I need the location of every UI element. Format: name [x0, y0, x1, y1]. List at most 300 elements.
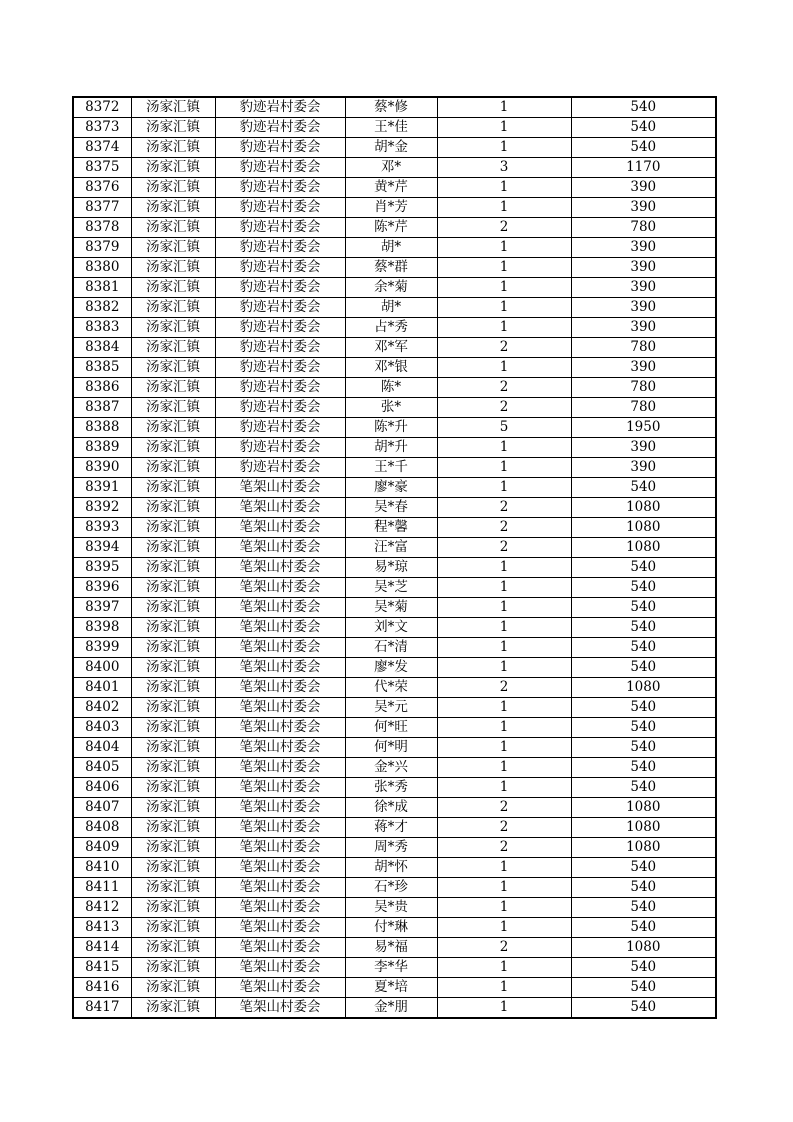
- amount-cell: 540: [571, 478, 716, 498]
- table-row: [73, 898, 716, 918]
- person-count-cell: 1: [437, 258, 571, 278]
- town-cell: 汤家汇镇: [131, 97, 215, 118]
- village-committee-cell: 笔架山村委会: [215, 958, 345, 978]
- village-committee-cell: 笔架山村委会: [215, 618, 345, 638]
- table-row: [73, 97, 716, 118]
- table-row: [73, 178, 716, 198]
- name-cell: 张*: [345, 398, 437, 418]
- serial-number-cell: 8384: [73, 338, 131, 358]
- town-cell: 汤家汇镇: [131, 138, 215, 158]
- name-cell: 吴*元: [345, 698, 437, 718]
- amount-cell: 390: [571, 358, 716, 378]
- village-committee-cell: 笔架山村委会: [215, 898, 345, 918]
- table-row: [73, 798, 716, 818]
- amount-cell: 780: [571, 338, 716, 358]
- person-count-cell: 2: [437, 518, 571, 538]
- serial-number-cell: 8386: [73, 378, 131, 398]
- amount-cell: 540: [571, 97, 716, 118]
- village-committee-cell: 豹迹岩村委会: [215, 258, 345, 278]
- village-committee-cell: 豹迹岩村委会: [215, 298, 345, 318]
- town-cell: 汤家汇镇: [131, 758, 215, 778]
- serial-number-cell: 8398: [73, 618, 131, 638]
- name-cell: 何*旺: [345, 718, 437, 738]
- town-cell: 汤家汇镇: [131, 298, 215, 318]
- name-cell: 代*荣: [345, 678, 437, 698]
- town-cell: 汤家汇镇: [131, 378, 215, 398]
- table-row: [73, 558, 716, 578]
- name-cell: 周*秀: [345, 838, 437, 858]
- town-cell: 汤家汇镇: [131, 878, 215, 898]
- name-cell: 邓*: [345, 158, 437, 178]
- person-count-cell: 1: [437, 978, 571, 998]
- serial-number-cell: 8397: [73, 598, 131, 618]
- person-count-cell: 1: [437, 758, 571, 778]
- table-row: [73, 858, 716, 878]
- name-cell: 石*清: [345, 638, 437, 658]
- town-cell: 汤家汇镇: [131, 358, 215, 378]
- amount-cell: 540: [571, 878, 716, 898]
- village-committee-cell: 笔架山村委会: [215, 998, 345, 1019]
- name-cell: 金*朋: [345, 998, 437, 1019]
- serial-number-cell: 8373: [73, 118, 131, 138]
- amount-cell: 780: [571, 398, 716, 418]
- person-count-cell: 1: [437, 778, 571, 798]
- table-row: [73, 618, 716, 638]
- amount-cell: 540: [571, 138, 716, 158]
- town-cell: 汤家汇镇: [131, 718, 215, 738]
- name-cell: 何*明: [345, 738, 437, 758]
- town-cell: 汤家汇镇: [131, 798, 215, 818]
- table-row: [73, 818, 716, 838]
- village-committee-cell: 笔架山村委会: [215, 778, 345, 798]
- person-count-cell: 2: [437, 938, 571, 958]
- serial-number-cell: 8405: [73, 758, 131, 778]
- amount-cell: 540: [571, 118, 716, 138]
- village-committee-cell: 笔架山村委会: [215, 658, 345, 678]
- village-committee-cell: 笔架山村委会: [215, 498, 345, 518]
- name-cell: 吴*芝: [345, 578, 437, 598]
- village-committee-cell: 豹迹岩村委会: [215, 338, 345, 358]
- person-count-cell: 1: [437, 458, 571, 478]
- table-row: [73, 498, 716, 518]
- table-row: [73, 718, 716, 738]
- table-row: [73, 458, 716, 478]
- serial-number-cell: 8372: [73, 97, 131, 118]
- village-committee-cell: 笔架山村委会: [215, 638, 345, 658]
- serial-number-cell: 8406: [73, 778, 131, 798]
- person-count-cell: 1: [437, 698, 571, 718]
- name-cell: 蒋*才: [345, 818, 437, 838]
- serial-number-cell: 8374: [73, 138, 131, 158]
- table-row: [73, 278, 716, 298]
- amount-cell: 1080: [571, 838, 716, 858]
- table-row: [73, 698, 716, 718]
- serial-number-cell: 8409: [73, 838, 131, 858]
- town-cell: 汤家汇镇: [131, 598, 215, 618]
- village-committee-cell: 笔架山村委会: [215, 598, 345, 618]
- person-count-cell: 5: [437, 418, 571, 438]
- person-count-cell: 1: [437, 318, 571, 338]
- name-cell: 廖*豪: [345, 478, 437, 498]
- table-row: [73, 658, 716, 678]
- name-cell: 程*馨: [345, 518, 437, 538]
- name-cell: 金*兴: [345, 758, 437, 778]
- amount-cell: 540: [571, 898, 716, 918]
- village-committee-cell: 笔架山村委会: [215, 878, 345, 898]
- person-count-cell: 2: [437, 538, 571, 558]
- table-row: [73, 878, 716, 898]
- name-cell: 肖*芳: [345, 198, 437, 218]
- table-row: [73, 778, 716, 798]
- serial-number-cell: 8391: [73, 478, 131, 498]
- village-committee-cell: 豹迹岩村委会: [215, 438, 345, 458]
- town-cell: 汤家汇镇: [131, 998, 215, 1019]
- village-committee-cell: 豹迹岩村委会: [215, 118, 345, 138]
- person-count-cell: 1: [437, 298, 571, 318]
- serial-number-cell: 8392: [73, 498, 131, 518]
- table-row: [73, 198, 716, 218]
- village-committee-cell: 笔架山村委会: [215, 538, 345, 558]
- name-cell: 汪*富: [345, 538, 437, 558]
- town-cell: 汤家汇镇: [131, 778, 215, 798]
- town-cell: 汤家汇镇: [131, 858, 215, 878]
- village-committee-cell: 豹迹岩村委会: [215, 278, 345, 298]
- person-count-cell: 1: [437, 598, 571, 618]
- person-count-cell: 1: [437, 878, 571, 898]
- amount-cell: 540: [571, 658, 716, 678]
- name-cell: 蔡*群: [345, 258, 437, 278]
- name-cell: 邓*军: [345, 338, 437, 358]
- table-row: [73, 378, 716, 398]
- table-row: [73, 978, 716, 998]
- serial-number-cell: 8389: [73, 438, 131, 458]
- town-cell: 汤家汇镇: [131, 338, 215, 358]
- village-committee-cell: 豹迹岩村委会: [215, 238, 345, 258]
- serial-number-cell: 8383: [73, 318, 131, 338]
- person-count-cell: 1: [437, 858, 571, 878]
- serial-number-cell: 8393: [73, 518, 131, 538]
- table-row: [73, 298, 716, 318]
- serial-number-cell: 8377: [73, 198, 131, 218]
- name-cell: 胡*怀: [345, 858, 437, 878]
- name-cell: 陈*升: [345, 418, 437, 438]
- village-committee-cell: 豹迹岩村委会: [215, 318, 345, 338]
- table-row: [73, 758, 716, 778]
- amount-cell: 1080: [571, 538, 716, 558]
- town-cell: 汤家汇镇: [131, 218, 215, 238]
- amount-cell: 390: [571, 318, 716, 338]
- village-committee-cell: 豹迹岩村委会: [215, 398, 345, 418]
- name-cell: 黄*芹: [345, 178, 437, 198]
- table-row: [73, 998, 716, 1019]
- person-count-cell: 2: [437, 338, 571, 358]
- town-cell: 汤家汇镇: [131, 498, 215, 518]
- person-count-cell: 1: [437, 118, 571, 138]
- amount-cell: 1950: [571, 418, 716, 438]
- town-cell: 汤家汇镇: [131, 898, 215, 918]
- table-row: [73, 538, 716, 558]
- village-committee-cell: 笔架山村委会: [215, 838, 345, 858]
- table-row: [73, 638, 716, 658]
- amount-cell: 540: [571, 718, 716, 738]
- serial-number-cell: 8402: [73, 698, 131, 718]
- beneficiary-table: [72, 96, 717, 1019]
- village-committee-cell: 豹迹岩村委会: [215, 218, 345, 238]
- name-cell: 胡*: [345, 298, 437, 318]
- name-cell: 刘*文: [345, 618, 437, 638]
- table-row: [73, 398, 716, 418]
- person-count-cell: 1: [437, 658, 571, 678]
- serial-number-cell: 8414: [73, 938, 131, 958]
- name-cell: 吴*春: [345, 498, 437, 518]
- village-committee-cell: 笔架山村委会: [215, 818, 345, 838]
- amount-cell: 780: [571, 378, 716, 398]
- name-cell: 张*秀: [345, 778, 437, 798]
- person-count-cell: 1: [437, 558, 571, 578]
- village-committee-cell: 笔架山村委会: [215, 918, 345, 938]
- town-cell: 汤家汇镇: [131, 738, 215, 758]
- name-cell: 石*珍: [345, 878, 437, 898]
- name-cell: 夏*培: [345, 978, 437, 998]
- table-row: [73, 258, 716, 278]
- village-committee-cell: 豹迹岩村委会: [215, 178, 345, 198]
- serial-number-cell: 8403: [73, 718, 131, 738]
- town-cell: 汤家汇镇: [131, 158, 215, 178]
- serial-number-cell: 8388: [73, 418, 131, 438]
- name-cell: 蔡*修: [345, 97, 437, 118]
- name-cell: 占*秀: [345, 318, 437, 338]
- table-row: [73, 578, 716, 598]
- town-cell: 汤家汇镇: [131, 918, 215, 938]
- village-committee-cell: 豹迹岩村委会: [215, 158, 345, 178]
- serial-number-cell: 8399: [73, 638, 131, 658]
- table-row: [73, 598, 716, 618]
- serial-number-cell: 8400: [73, 658, 131, 678]
- table-row: [73, 738, 716, 758]
- name-cell: 胡*金: [345, 138, 437, 158]
- person-count-cell: 1: [437, 138, 571, 158]
- person-count-cell: 1: [437, 278, 571, 298]
- town-cell: 汤家汇镇: [131, 438, 215, 458]
- serial-number-cell: 8412: [73, 898, 131, 918]
- amount-cell: 1080: [571, 938, 716, 958]
- person-count-cell: 1: [437, 998, 571, 1019]
- name-cell: 廖*发: [345, 658, 437, 678]
- serial-number-cell: 8407: [73, 798, 131, 818]
- town-cell: 汤家汇镇: [131, 538, 215, 558]
- town-cell: 汤家汇镇: [131, 418, 215, 438]
- amount-cell: 1080: [571, 498, 716, 518]
- person-count-cell: 3: [437, 158, 571, 178]
- amount-cell: 390: [571, 298, 716, 318]
- village-committee-cell: 笔架山村委会: [215, 678, 345, 698]
- serial-number-cell: 8375: [73, 158, 131, 178]
- name-cell: 吴*贵: [345, 898, 437, 918]
- amount-cell: 390: [571, 178, 716, 198]
- village-committee-cell: 笔架山村委会: [215, 798, 345, 818]
- village-committee-cell: 笔架山村委会: [215, 478, 345, 498]
- town-cell: 汤家汇镇: [131, 198, 215, 218]
- person-count-cell: 2: [437, 838, 571, 858]
- village-committee-cell: 笔架山村委会: [215, 718, 345, 738]
- village-committee-cell: 笔架山村委会: [215, 578, 345, 598]
- amount-cell: 540: [571, 978, 716, 998]
- person-count-cell: 2: [437, 678, 571, 698]
- village-committee-cell: 豹迹岩村委会: [215, 458, 345, 478]
- amount-cell: 540: [571, 638, 716, 658]
- person-count-cell: 2: [437, 218, 571, 238]
- name-cell: 胡*升: [345, 438, 437, 458]
- table-row: [73, 358, 716, 378]
- amount-cell: 1080: [571, 678, 716, 698]
- serial-number-cell: 8387: [73, 398, 131, 418]
- village-committee-cell: 笔架山村委会: [215, 858, 345, 878]
- table-row: [73, 158, 716, 178]
- town-cell: 汤家汇镇: [131, 318, 215, 338]
- amount-cell: 540: [571, 778, 716, 798]
- table-row: [73, 518, 716, 538]
- amount-cell: 540: [571, 998, 716, 1019]
- person-count-cell: 1: [437, 198, 571, 218]
- village-committee-cell: 笔架山村委会: [215, 558, 345, 578]
- name-cell: 陈*: [345, 378, 437, 398]
- person-count-cell: 1: [437, 718, 571, 738]
- serial-number-cell: 8401: [73, 678, 131, 698]
- town-cell: 汤家汇镇: [131, 518, 215, 538]
- serial-number-cell: 8410: [73, 858, 131, 878]
- person-count-cell: 2: [437, 378, 571, 398]
- table-row: [73, 418, 716, 438]
- person-count-cell: 1: [437, 178, 571, 198]
- serial-number-cell: 8390: [73, 458, 131, 478]
- town-cell: 汤家汇镇: [131, 658, 215, 678]
- village-committee-cell: 笔架山村委会: [215, 758, 345, 778]
- amount-cell: 540: [571, 858, 716, 878]
- table-body: [73, 97, 716, 1018]
- village-committee-cell: 笔架山村委会: [215, 518, 345, 538]
- town-cell: 汤家汇镇: [131, 178, 215, 198]
- amount-cell: 540: [571, 618, 716, 638]
- name-cell: 余*菊: [345, 278, 437, 298]
- serial-number-cell: 8416: [73, 978, 131, 998]
- person-count-cell: 1: [437, 238, 571, 258]
- table-row: [73, 678, 716, 698]
- village-committee-cell: 笔架山村委会: [215, 978, 345, 998]
- town-cell: 汤家汇镇: [131, 458, 215, 478]
- serial-number-cell: 8385: [73, 358, 131, 378]
- serial-number-cell: 8382: [73, 298, 131, 318]
- table-row: [73, 838, 716, 858]
- town-cell: 汤家汇镇: [131, 938, 215, 958]
- town-cell: 汤家汇镇: [131, 678, 215, 698]
- serial-number-cell: 8380: [73, 258, 131, 278]
- amount-cell: 390: [571, 258, 716, 278]
- name-cell: 邓*银: [345, 358, 437, 378]
- amount-cell: 390: [571, 278, 716, 298]
- amount-cell: 540: [571, 918, 716, 938]
- town-cell: 汤家汇镇: [131, 278, 215, 298]
- name-cell: 王*千: [345, 458, 437, 478]
- name-cell: 陈*芹: [345, 218, 437, 238]
- amount-cell: 390: [571, 198, 716, 218]
- amount-cell: 390: [571, 238, 716, 258]
- table-row: [73, 918, 716, 938]
- person-count-cell: 1: [437, 438, 571, 458]
- person-count-cell: 1: [437, 358, 571, 378]
- table-row: [73, 238, 716, 258]
- person-count-cell: 2: [437, 398, 571, 418]
- name-cell: 胡*: [345, 238, 437, 258]
- name-cell: 徐*成: [345, 798, 437, 818]
- table-row: [73, 318, 716, 338]
- person-count-cell: 1: [437, 638, 571, 658]
- amount-cell: 1170: [571, 158, 716, 178]
- town-cell: 汤家汇镇: [131, 258, 215, 278]
- name-cell: 付*琳: [345, 918, 437, 938]
- person-count-cell: 1: [437, 918, 571, 938]
- person-count-cell: 1: [437, 618, 571, 638]
- village-committee-cell: 豹迹岩村委会: [215, 358, 345, 378]
- table-row: [73, 938, 716, 958]
- table-row: [73, 958, 716, 978]
- serial-number-cell: 8376: [73, 178, 131, 198]
- village-committee-cell: 豹迹岩村委会: [215, 378, 345, 398]
- person-count-cell: 1: [437, 898, 571, 918]
- name-cell: 王*佳: [345, 118, 437, 138]
- person-count-cell: 2: [437, 818, 571, 838]
- serial-number-cell: 8413: [73, 918, 131, 938]
- town-cell: 汤家汇镇: [131, 478, 215, 498]
- amount-cell: 540: [571, 598, 716, 618]
- amount-cell: 540: [571, 738, 716, 758]
- town-cell: 汤家汇镇: [131, 398, 215, 418]
- person-count-cell: 1: [437, 478, 571, 498]
- serial-number-cell: 8395: [73, 558, 131, 578]
- person-count-cell: 1: [437, 97, 571, 118]
- amount-cell: 1080: [571, 798, 716, 818]
- serial-number-cell: 8411: [73, 878, 131, 898]
- town-cell: 汤家汇镇: [131, 238, 215, 258]
- amount-cell: 540: [571, 578, 716, 598]
- amount-cell: 1080: [571, 518, 716, 538]
- town-cell: 汤家汇镇: [131, 978, 215, 998]
- town-cell: 汤家汇镇: [131, 118, 215, 138]
- table-row: [73, 338, 716, 358]
- village-committee-cell: 笔架山村委会: [215, 738, 345, 758]
- serial-number-cell: 8404: [73, 738, 131, 758]
- town-cell: 汤家汇镇: [131, 818, 215, 838]
- serial-number-cell: 8381: [73, 278, 131, 298]
- serial-number-cell: 8379: [73, 238, 131, 258]
- serial-number-cell: 8417: [73, 998, 131, 1019]
- town-cell: 汤家汇镇: [131, 958, 215, 978]
- amount-cell: 540: [571, 558, 716, 578]
- table-row: [73, 118, 716, 138]
- town-cell: 汤家汇镇: [131, 638, 215, 658]
- village-committee-cell: 笔架山村委会: [215, 698, 345, 718]
- town-cell: 汤家汇镇: [131, 558, 215, 578]
- village-committee-cell: 豹迹岩村委会: [215, 138, 345, 158]
- table-row: [73, 478, 716, 498]
- amount-cell: 390: [571, 458, 716, 478]
- amount-cell: 780: [571, 218, 716, 238]
- town-cell: 汤家汇镇: [131, 838, 215, 858]
- serial-number-cell: 8394: [73, 538, 131, 558]
- town-cell: 汤家汇镇: [131, 618, 215, 638]
- name-cell: 易*福: [345, 938, 437, 958]
- serial-number-cell: 8396: [73, 578, 131, 598]
- person-count-cell: 1: [437, 738, 571, 758]
